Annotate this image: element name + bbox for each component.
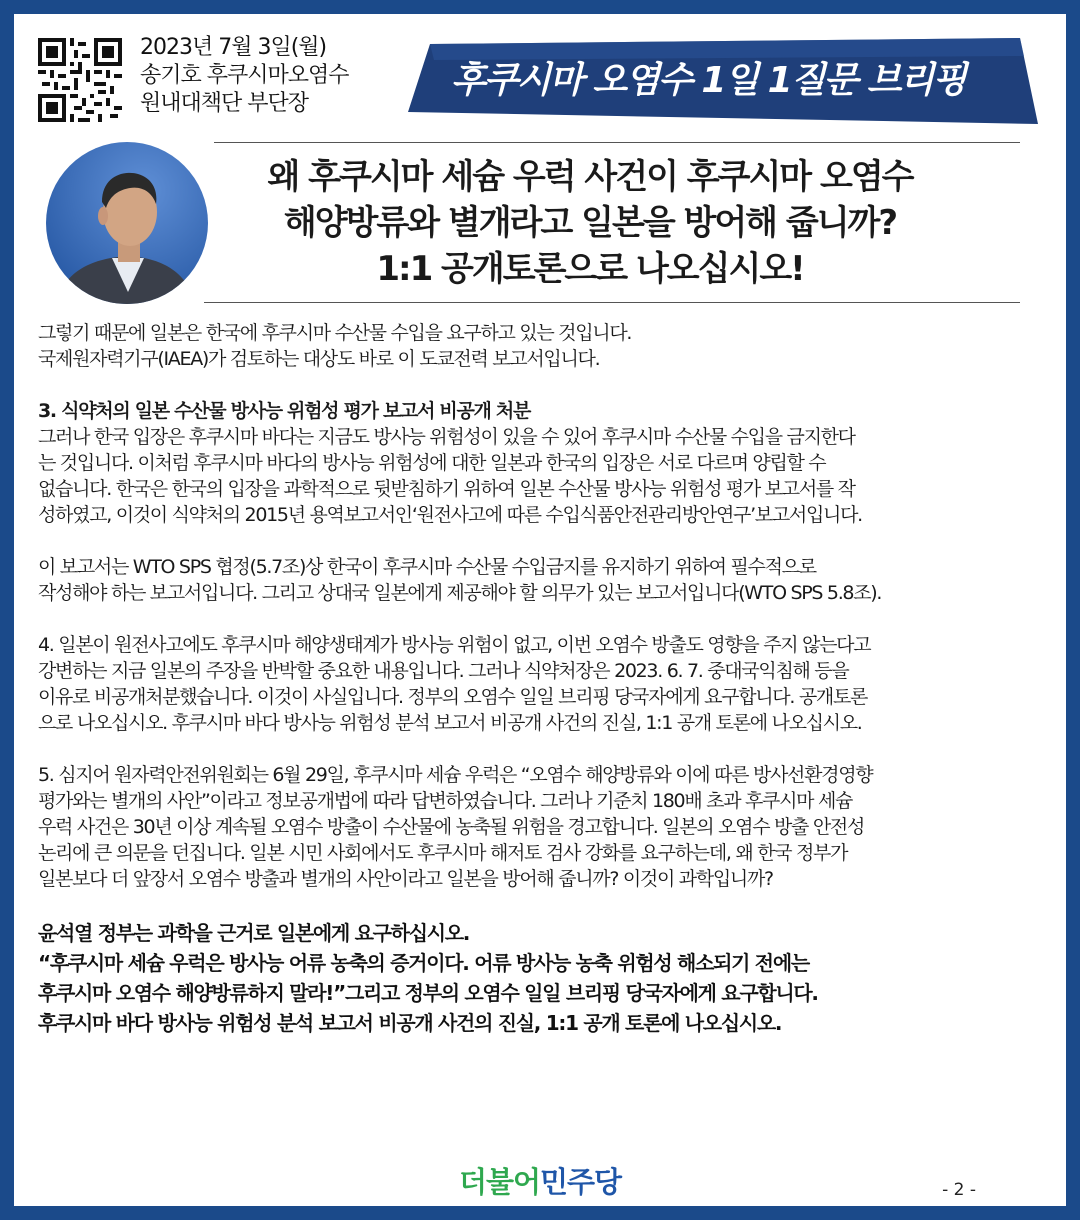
text-line: 성하였고, 이것이 식약처의 2015년 용역보고서인‘원전사고에 따른 수입식품안전관리방안연구’보고서입니다. <box>38 504 862 526</box>
headline-line: 1:1 공개토론으로 나오십시오! <box>376 249 804 289</box>
text-line: 국제원자력기구(IAEA)가 검토하는 대상도 바로 이 도쿄전력 보고서입니다. <box>38 348 600 370</box>
qr-code-icon[interactable] <box>38 38 122 122</box>
section-3-heading: 3. 식약처의 일본 수산물 방사능 위험성 평가 보고서 비공개 처분 <box>38 400 531 422</box>
text-line: 5. 심지어 원자력안전위원회는 6월 29일, 후쿠시마 세슘 우럭은 “오염수 해양방류와 이에 따른 방사선환경영향 <box>38 764 873 786</box>
speaker-title: 송기호 후쿠시마오염수 <box>140 63 349 88</box>
closing-line: “후쿠시마 세슘 우럭은 방사능 어류 농축의 증거이다. 어류 방사능 농축 위험성 해소되기 전에는 <box>38 951 809 975</box>
headline-line: 왜 후쿠시마 세슘 우럭 사건이 후쿠시마 오염수 <box>267 157 913 197</box>
closing-line: 후쿠시마 바다 방사능 위험성 분석 보고서 비공개 사건의 진실, 1:1 공개 토론에 나오십시오. <box>38 1011 782 1035</box>
text-line: 평가와는 별개의 사안”이라고 정보공개법에 따라 답변하였습니다. 그러나 기준치 180배 초과 후쿠시마 세슘 <box>38 790 853 812</box>
section-5 <box>38 762 1062 892</box>
text-line: 이유로 비공개처분했습니다. 이것이 사실입니다. 정부의 오염수 일일 브리핑 당국자에게 요구합니다. 공개토론 <box>38 686 868 708</box>
briefing-date: 2023년 7월 3일(월) <box>140 35 327 60</box>
section-3-wto <box>38 554 1062 606</box>
text-line: 이 보고서는 WTO SPS 협정(5.7조)상 한국이 후쿠시마 수산물 수입금지를 유지하기 위하여 필수적으로 <box>38 556 816 578</box>
closing-line: 윤석열 정부는 과학을 근거로 일본에게 요구하십시오. <box>38 921 470 945</box>
title-banner <box>408 38 1048 134</box>
section-3 <box>38 398 1062 528</box>
text-line: 논리에 큰 의문을 던집니다. 일본 시민 사회에서도 후쿠시마 해저토 검사 강화를 요구하는데, 왜 한국 정부가 <box>38 842 848 864</box>
closing-line: 후쿠시마 오염수 해양방류하지 말라!”그리고 정부의 오염수 일일 브리핑 당국자에게 요구합니다. <box>38 981 818 1005</box>
text-line: 는 것입니다. 이처럼 후쿠시마 바다의 방사능 위험성에 대한 일본과 한국의 입장은 서로 다르며 양립할 수 <box>38 452 826 474</box>
text-line: 우럭 사건은 30년 이상 계속될 오염수 방출이 수산물에 농축될 위험을 경고합니다. 일본의 오염수 방출 안전성 <box>38 816 864 838</box>
text-line: 없습니다. 한국은 한국의 입장을 과학적으로 뒷받침하기 위하여 일본 수산물 방사능 위험성 평가 보고서를 작 <box>38 478 855 500</box>
text-line: 작성해야 하는 보고서입니다. 그리고 상대국 일본에게 제공해야 할 의무가 있는 보고서입니다(WTO SPS 5.8조). <box>38 582 882 604</box>
party-logo-part1: 더불어 <box>458 1165 540 1199</box>
body-text <box>38 320 1062 1038</box>
party-logo <box>14 1160 1066 1201</box>
headline-line: 해양방류와 별개라고 일본을 방어해 줍니까? <box>283 203 897 243</box>
banner-title: 후쿠시마 오염수 1일 1질문 브리핑 <box>450 60 966 101</box>
headline <box>200 154 980 292</box>
text-line: 강변하는 지금 일본의 주장을 반박할 중요한 내용입니다. 그러나 식약처장은 2023. 6. 7. 중대국익침해 등을 <box>38 660 849 682</box>
text-line: 으로 나오십시오. 후쿠시마 바다 방사능 위험성 분석 보고서 비공개 사건의 진실, 1:1 공개 토론에 나오십시오. <box>38 712 862 734</box>
speaker-position: 원내대책단 부단장 <box>140 91 309 116</box>
text-line: 일본보다 더 앞장서 오염수 방출과 별개의 사안이라고 일본을 방어해 줍니까? 이것이 과학입니까? <box>38 868 773 890</box>
text-line: 4. 일본이 원전사고에도 후쿠시마 해양생태계가 방사능 위험이 없고, 이번 오염수 방출도 영향을 주지 않는다고 <box>38 634 871 656</box>
party-logo-part2: 민주당 <box>540 1165 622 1199</box>
text-line: 그러나 한국 입장은 후쿠시마 바다는 지금도 방사능 위험성이 있을 수 있어 후쿠시마 수산물 수입을 금지한다 <box>38 426 855 448</box>
text-line: 그렇기 때문에 일본은 한국에 후쿠시마 수산물 수입을 요구하고 있는 것입니다. <box>38 322 632 344</box>
intro-paragraph <box>38 320 1062 372</box>
speaker-portrait <box>46 142 208 304</box>
page-number: - 2 - <box>942 1180 976 1200</box>
section-4 <box>38 632 1062 736</box>
divider-top <box>214 142 1020 143</box>
header-info <box>140 34 410 118</box>
divider-bottom <box>204 302 1020 303</box>
closing-demand <box>38 918 1062 1038</box>
briefing-page <box>14 14 1066 1206</box>
